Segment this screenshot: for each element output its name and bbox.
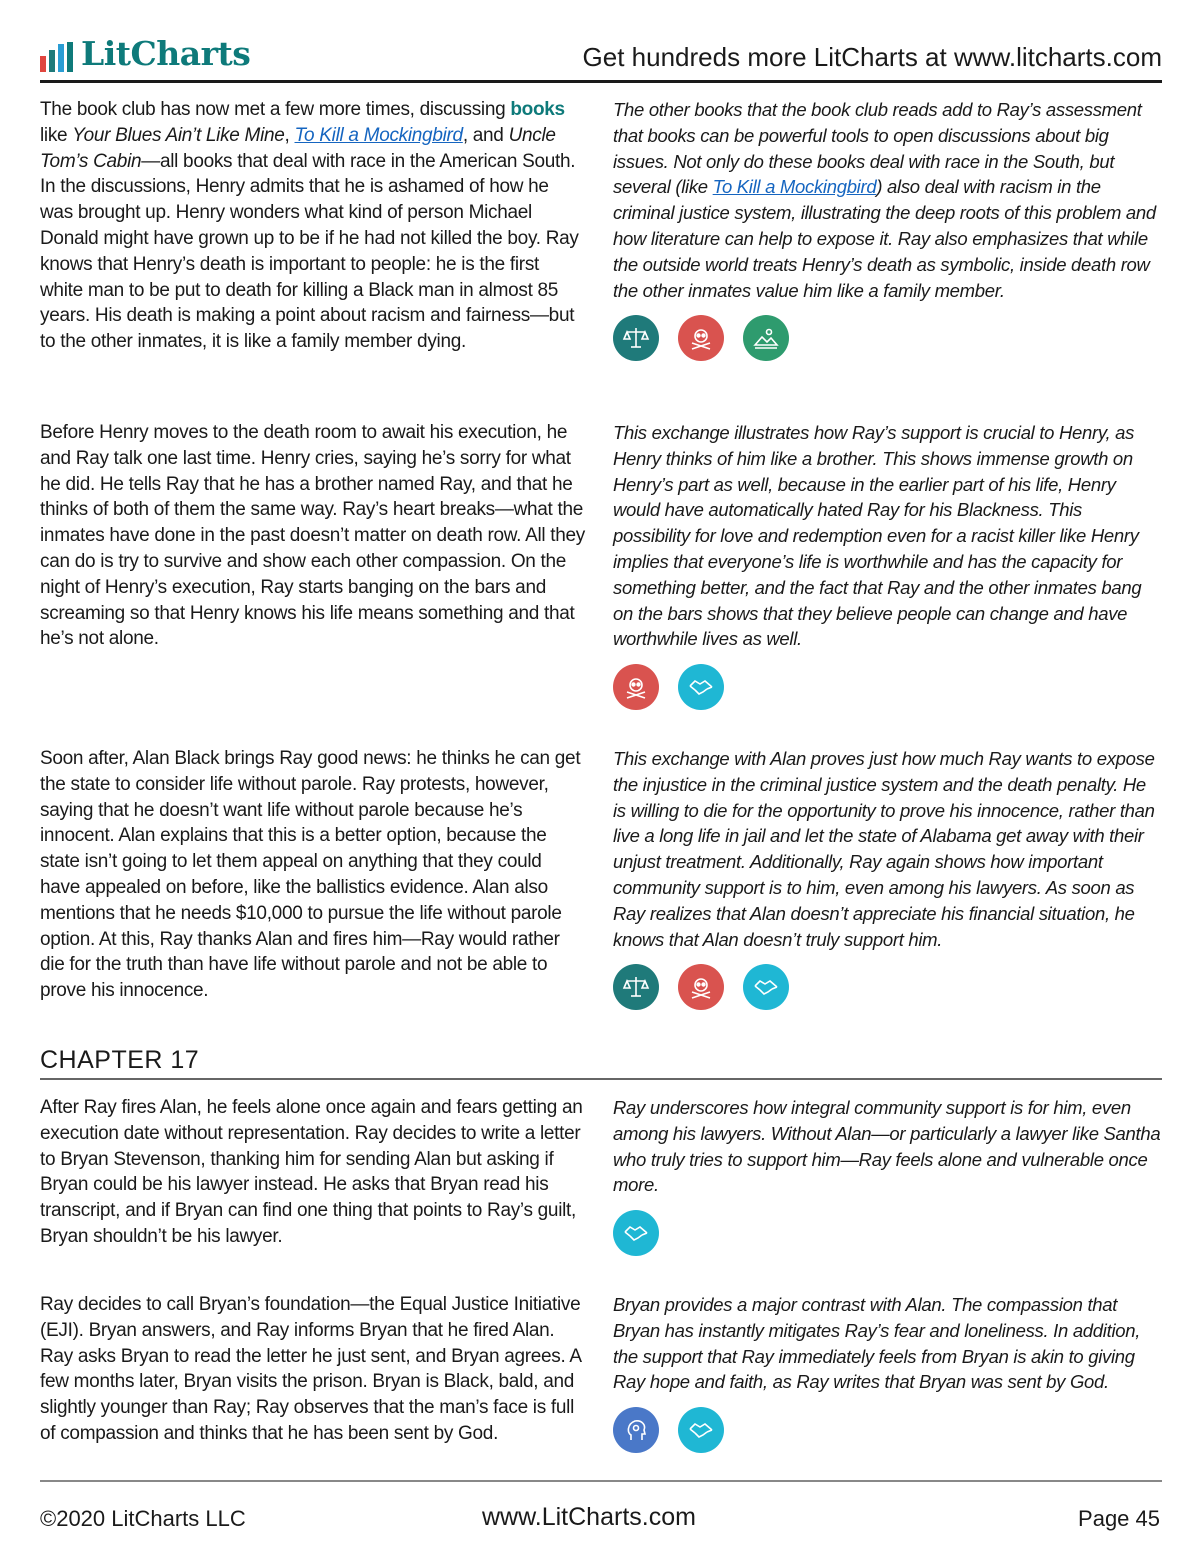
skull-icon[interactable] (613, 664, 659, 710)
analysis-text (613, 97, 1162, 361)
summary-segment: , (284, 124, 295, 146)
summary-text: After Ray fires Alan, he feels alone once again and fears getting an execution date without representation. Ray decides to write a letter to Bryan Stevenson, thanking him for sending Alan but asking if Bryan could be his lawyer instead. He asks that Bryan read his transcript, and if Bryan can find one thing that points to Ray’s guilt, Bryan shouldn’t be his lawyer. (40, 1097, 583, 1247)
summary-segment: , and (462, 124, 509, 146)
analysis-text: This exchange with Alan proves just how much Ray wants to expose the injustice in the criminal justice system and the death penalty. He is willing to die for the opportunity to prove his innocence, rather than live a long life in jail and let the state of Alabama get away with their unjust treatment. Additionally, Ray again shows how important community support is to him, even among his lawyers. As soon as Ray realizes that Alan doesn’t appreciate his financial situation, he knows that Alan doesn’t truly support him. (613, 748, 1155, 950)
chapter-divider (40, 1078, 1162, 1080)
header-promo[interactable]: Get hundreds more LitCharts at www.litcharts.com (582, 42, 1162, 72)
handshake-icon[interactable] (743, 964, 789, 1010)
book-title-link[interactable]: To Kill a Mockingbird (294, 124, 463, 146)
theme-icons (613, 964, 1162, 1010)
scales-icon[interactable] (613, 964, 659, 1010)
theme-icons (613, 664, 1162, 710)
analysis-block (613, 1095, 1162, 1256)
analysis-text: Bryan provides a major contrast with Alan. The compassion that Bryan has instantly mitigates Ray’s fear and loneliness. In addition, the support that Ray immediately feels from Bryan is akin to giving Ray hope and faith, as Ray writes that Bryan was sent by God. (613, 1294, 1141, 1393)
logo-text: LitCharts (81, 34, 251, 73)
page-header (40, 32, 1162, 84)
logo-bars-icon (40, 42, 73, 72)
book-title: Your Blues Ain’t Like Mine (72, 124, 285, 146)
theme-icons (613, 1210, 1162, 1256)
handshake-icon[interactable] (678, 664, 724, 710)
theme-icons (613, 1407, 1162, 1453)
head-icon[interactable] (613, 1407, 659, 1453)
skull-icon[interactable] (678, 315, 724, 361)
analysis-text: This exchange illustrates how Ray’s support is crucial to Henry, as Henry thinks of him like a brother. This shows immense growth on Henry’s part as well, because in the earlier part of his life, Henry would have automatically hated Ray for his Blackness. This possibility for love and redemption even for a racist killer like Henry implies that everyone’s life is worthwhile and has the capacity for something better, and the fact that Ray and the other inmates bang on the bars shows that they believe people can change and have worthwhile lives as well. (613, 422, 1142, 650)
symbol-books-link[interactable]: books (510, 99, 565, 120)
book-title-link[interactable]: To Kill a Mockingbird (712, 176, 877, 198)
handshake-icon[interactable] (678, 1407, 724, 1453)
footer-divider (40, 1480, 1162, 1482)
chapter-heading: CHAPTER 17 (40, 1046, 200, 1074)
summary-segment: The book club has now met a few more times, discussing (40, 99, 511, 120)
summary-segment: —all books that deal with race in the American South. In the discussions, Henry admits that he is ashamed of how he was brought up. Henry wonders what kind of person Michael Donald might have grown up to be if he had not killed the boy. Ray knows that Henry’s death is important to people: he is the first white man to be put to death for killing a Black man in almost 85 years. His death is making a point about racism and fairness—but to the other inmates, it is like a family member dying. (40, 150, 579, 353)
handshake-icon[interactable] (613, 1210, 659, 1256)
analysis-text: Ray underscores how integral community support is for him, even among his lawyers. Without Alan—or particularly a lawyer like Santha who truly tries to support him—Ray feels alone and vulnerable once more. (613, 1097, 1161, 1196)
skull-icon[interactable] (678, 964, 724, 1010)
litcharts-logo[interactable] (40, 36, 250, 72)
book-title: Uncle Tom’s Cabin (40, 124, 556, 172)
summary-text: Ray decides to call Bryan’s foundation—the Equal Justice Initiative (EJI). Bryan answers, and Ray informs Bryan that he fired Alan. Ray asks Bryan to read the letter he just sent, and Bryan agrees. A few months later, Bryan visits the prison. Bryan is Black, bald, and slightly younger than Ray; Ray observes that the man’s face is full of compassion and thinks that he has been sent by God. (40, 1294, 581, 1444)
footer-copyright: ©2020 LitCharts LLC (40, 1506, 246, 1531)
analysis-block (613, 746, 1162, 1010)
footer-url[interactable]: www.LitCharts.com (482, 1503, 696, 1531)
scales-icon[interactable] (613, 315, 659, 361)
summary-segment: like (40, 124, 73, 146)
summary-text: Soon after, Alan Black brings Ray good news: he thinks he can get the state to consider life without parole. Ray protests, however, saying that he doesn’t want life without parole because he’s innocent. Alan explains that this is a better option, because the state isn’t going to let them appeal on anything that they could have appealed on before, like the ballistics evidence. Alan also mentions that he needs $10,000 to pursue the life without parole option. At this, Ray thanks Alan and fires him—Ray would rather die for the truth than have life without parole and not be able to prove his innocence. (40, 748, 581, 1002)
analysis-block (613, 420, 1162, 710)
summary-text (40, 97, 586, 355)
header-divider (40, 80, 1162, 83)
landscape-icon[interactable] (743, 315, 789, 361)
analysis-segment: The other books that the book club reads add to Ray’s assessment that books can be powerful tools to open discussions about big issues. Not only do these books deal with race in the South, but several (like (613, 99, 1142, 198)
analysis-segment: ) also deal with racism in the criminal justice system, illustrating the deep roots of this problem and how literature can help to expose it. Ray also emphasizes that while the outside world treats Henry’s death as symbolic, inside death row the other inmates value him like a family member. (613, 176, 1156, 301)
theme-icons (613, 315, 1162, 361)
page-number: Page 45 (1078, 1506, 1160, 1531)
analysis-block (613, 1292, 1162, 1453)
summary-text: Before Henry moves to the death room to await his execution, he and Ray talk one last time. Henry cries, saying he’s sorry for what he did. He tells Ray that he has a brother named Ray, and that he thinks of both of them the same way. Ray’s heart breaks—what the inmates have done in the past doesn’t matter on death row. All they can do is try to survive and show each other compassion. On the night of Henry’s execution, Ray starts banging on the bars and screaming so that Henry knows his life means something and that he’s not alone. (40, 422, 585, 650)
